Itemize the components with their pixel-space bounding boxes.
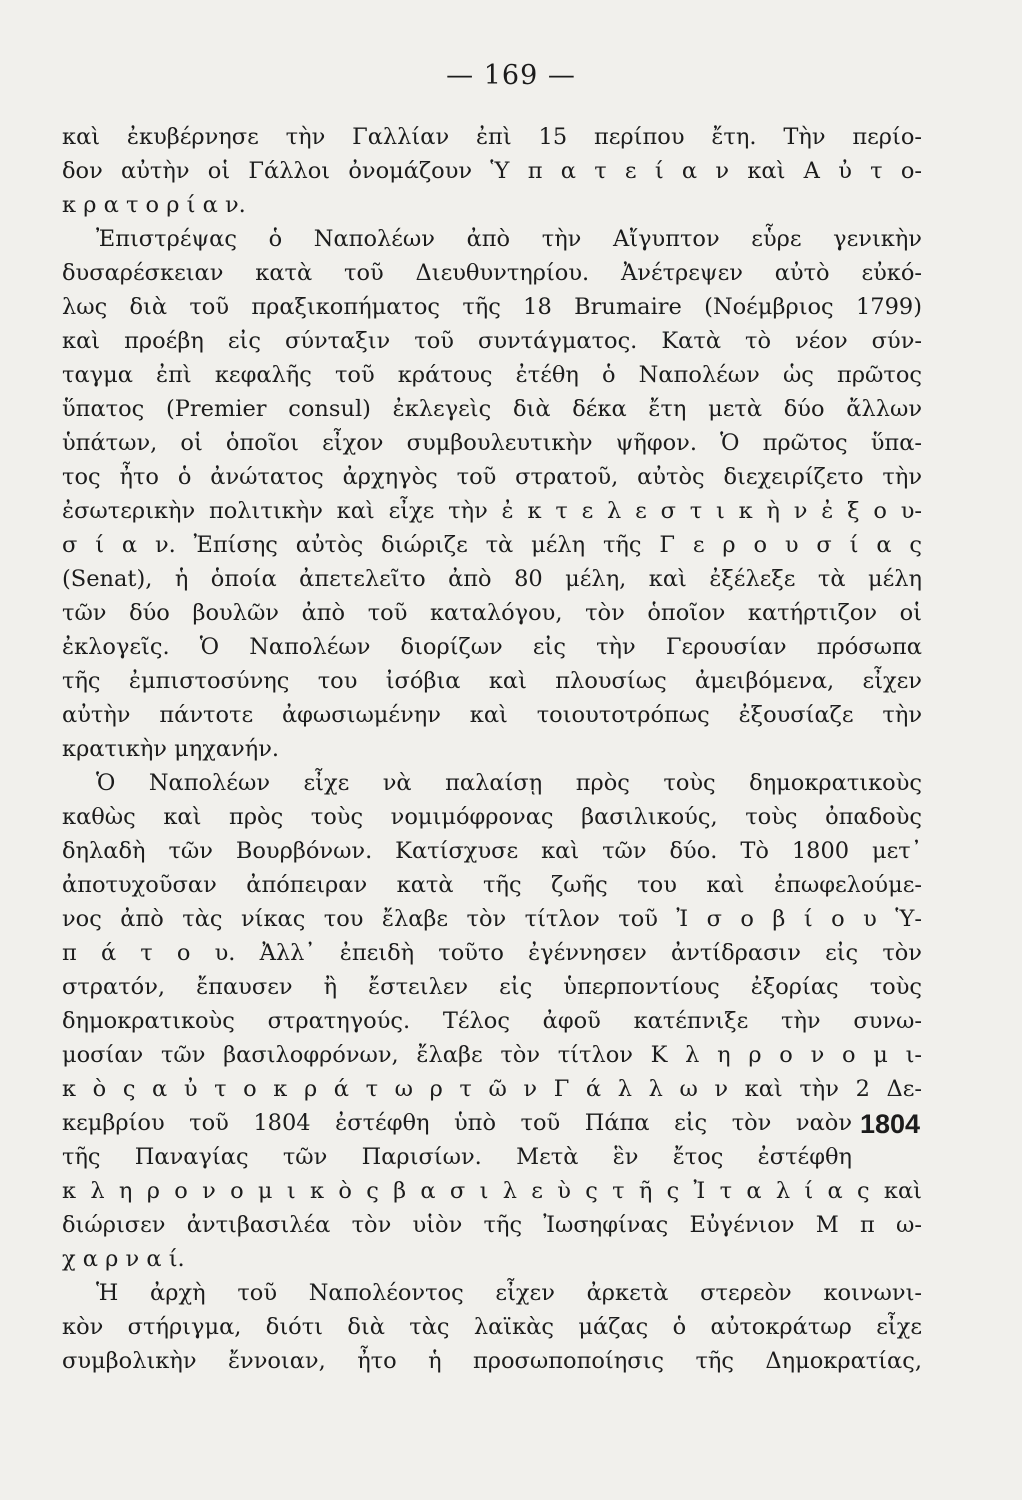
text-line: τῆς ἐμπιστοσύνης του ἰσόβια καὶ πλουσίως ἀμειβόμενα, εἶχεν [62, 668, 922, 694]
text-line: δυσαρέσκειαν κατὰ τοῦ Διευθυντηρίου. Ἀνέτρεψεν αὐτὸ εὐκό- [62, 260, 922, 286]
text-line: ὑπάτων, οἱ ὁποῖοι εἶχον συμβουλευτικὴν ψῆφον. Ὁ πρῶτος ὕπα- [62, 430, 922, 456]
text-line: Ἐπιστρέψας ὁ Ναπολέων ἀπὸ τὴν Αἴγυπτον εὗρε γενικὴν [96, 226, 922, 252]
text-line: κεμβρίου τοῦ 1804 ἐστέφθη ὑπὸ τοῦ Πάπα εἰς τὸν ναὸν [62, 1110, 852, 1136]
text-line: τῶν δύο βουλῶν ἀπὸ τοῦ καταλόγου, τὸν ὁποῖον κατήρτιζον οἱ [62, 600, 922, 626]
text-line: δον αὐτὴν οἱ Γάλλοι ὀνομάζουν Ὑ π α τ ε ί α ν καὶ Α ὐ τ ο- [62, 158, 922, 184]
text-line: καὶ ἐκυβέρνησε τὴν Γαλλίαν ἐπὶ 15 περίπου ἔτη. Τὴν περίο- [62, 124, 922, 150]
text-line: κρατικὴν μηχανήν. [62, 736, 280, 762]
text-line: Ἡ ἀρχὴ τοῦ Ναπολέοντος εἶχεν ἀρκετὰ στερεὸν κοινωνι- [96, 1280, 922, 1306]
text-line: λως διὰ τοῦ πραξικοπήματος τῆς 18 Brumaire (Νοέμβριος 1799) [62, 294, 922, 320]
body-text [62, 120, 922, 1378]
text-line: ἐσωτερικὴν πολιτικὴν καὶ εἶχε τὴν ἐ κ τ ε λ ε σ τ ι κ ὴ ν ἐ ξ ο υ- [62, 498, 922, 524]
text-line: καὶ προέβη εἰς σύνταξιν τοῦ συντάγματος. Κατὰ τὸ νέον σύν- [62, 328, 922, 354]
text-line: αὐτὴν πάντοτε ἀφωσιωμένην καὶ τοιουτοτρόπως ἐξουσίαζε τὴν [62, 702, 922, 728]
text-line: π ά τ ο υ. Ἀλλ᾿ ἐπειδὴ τοῦτο ἐγέννησεν ἀντίδρασιν εἰς τὸν [62, 940, 922, 966]
text-line: συμβολικὴν ἔννοιαν, ἦτο ἡ προσωποποίησις τῆς Δημοκρατίας, [62, 1348, 922, 1374]
text-line: τος ἦτο ὁ ἀνώτατος ἀρχηγὸς τοῦ στρατοῦ, αὐτὸς διεχειρίζετο τὴν [62, 464, 922, 490]
page-number: — 169 — [446, 60, 576, 91]
text-line: τῆς Παναγίας τῶν Παρισίων. Μετὰ ἓν ἔτος ἐστέφθη [62, 1144, 852, 1170]
text-line: ἀποτυχοῦσαν ἀπόπειραν κατὰ τῆς ζωῆς του καὶ ἐπωφελούμε- [62, 872, 922, 898]
text-line: χ α ρ ν α ί. [62, 1246, 185, 1272]
margin-year-note: 1804 [860, 1109, 921, 1139]
text-line: καθὼς καὶ πρὸς τοὺς νομιμόφρονας βασιλικούς, τοὺς ὀπαδοὺς [62, 804, 922, 830]
text-line: ταγμα ἐπὶ κεφαλῆς τοῦ κράτους ἐτέθη ὁ Ναπολέων ὡς πρῶτος [62, 362, 922, 388]
text-line: στρατόν, ἔπαυσεν ἢ ἔστειλεν εἰς ὑπερποντίους ἐξορίας τοὺς [62, 974, 922, 1000]
text-line: κ ρ α τ ο ρ ί α ν. [62, 192, 246, 218]
text-line: νος ἀπὸ τὰς νίκας του ἔλαβε τὸν τίτλον τοῦ Ἰ σ ο β ί ο υ Ὑ- [62, 906, 922, 932]
text-line: ἐκλογεῖς. Ὁ Ναπολέων διορίζων εἰς τὴν Γερουσίαν πρόσωπα [62, 634, 922, 660]
text-line: Ὁ Ναπολέων εἶχε νὰ παλαίσῃ πρὸς τοὺς δημοκρατικοὺς [96, 770, 922, 796]
text-line: ὕπατος (Premier consul) ἐκλεγεὶς διὰ δέκα ἔτη μετὰ δύο ἄλλων [62, 396, 922, 422]
text-line: δηλαδὴ τῶν Βουρβόνων. Κατίσχυσε καὶ τῶν δύο. Τὸ 1800 μετ᾿ [62, 838, 922, 864]
text-line: διώρισεν ἀντιβασιλέα τὸν υἱὸν τῆς Ἰωσηφίνας Εὐγένιον Μ π ω- [62, 1212, 922, 1238]
text-line: κ ὸ ς α ὐ τ ο κ ρ ά τ ω ρ τ ῶ ν Γ ά λ λ ω ν καὶ τὴν 2 Δε- [62, 1076, 922, 1102]
text-line: μοσίαν τῶν βασιλοφρόνων, ἔλαβε τὸν τίτλον Κ λ η ρ ο ν ο μ ι- [62, 1042, 922, 1068]
text-line: σ ί α ν. Ἐπίσης αὐτὸς διώριζε τὰ μέλη τῆς Γ ε ρ ο υ σ ί α ς [62, 532, 922, 558]
text-line: δημοκρατικοὺς στρατηγούς. Τέλος ἀφοῦ κατέπνιξε τὴν συνω- [62, 1008, 922, 1034]
text-line: κ λ η ρ ο ν ο μ ι κ ὸ ς β α σ ι λ ε ὺ ς τ ῆ ς Ἰ τ α λ ί α ς καὶ [62, 1178, 922, 1204]
text-line: κὸν στήριγμα, διότι διὰ τὰς λαϊκὰς μάζας ὁ αὐτοκράτωρ εἶχε [62, 1314, 922, 1340]
text-line: (Senat), ἡ ὁποία ἀπετελεῖτο ἀπὸ 80 μέλη, καὶ ἐξέλεξε τὰ μέλη [62, 566, 922, 592]
